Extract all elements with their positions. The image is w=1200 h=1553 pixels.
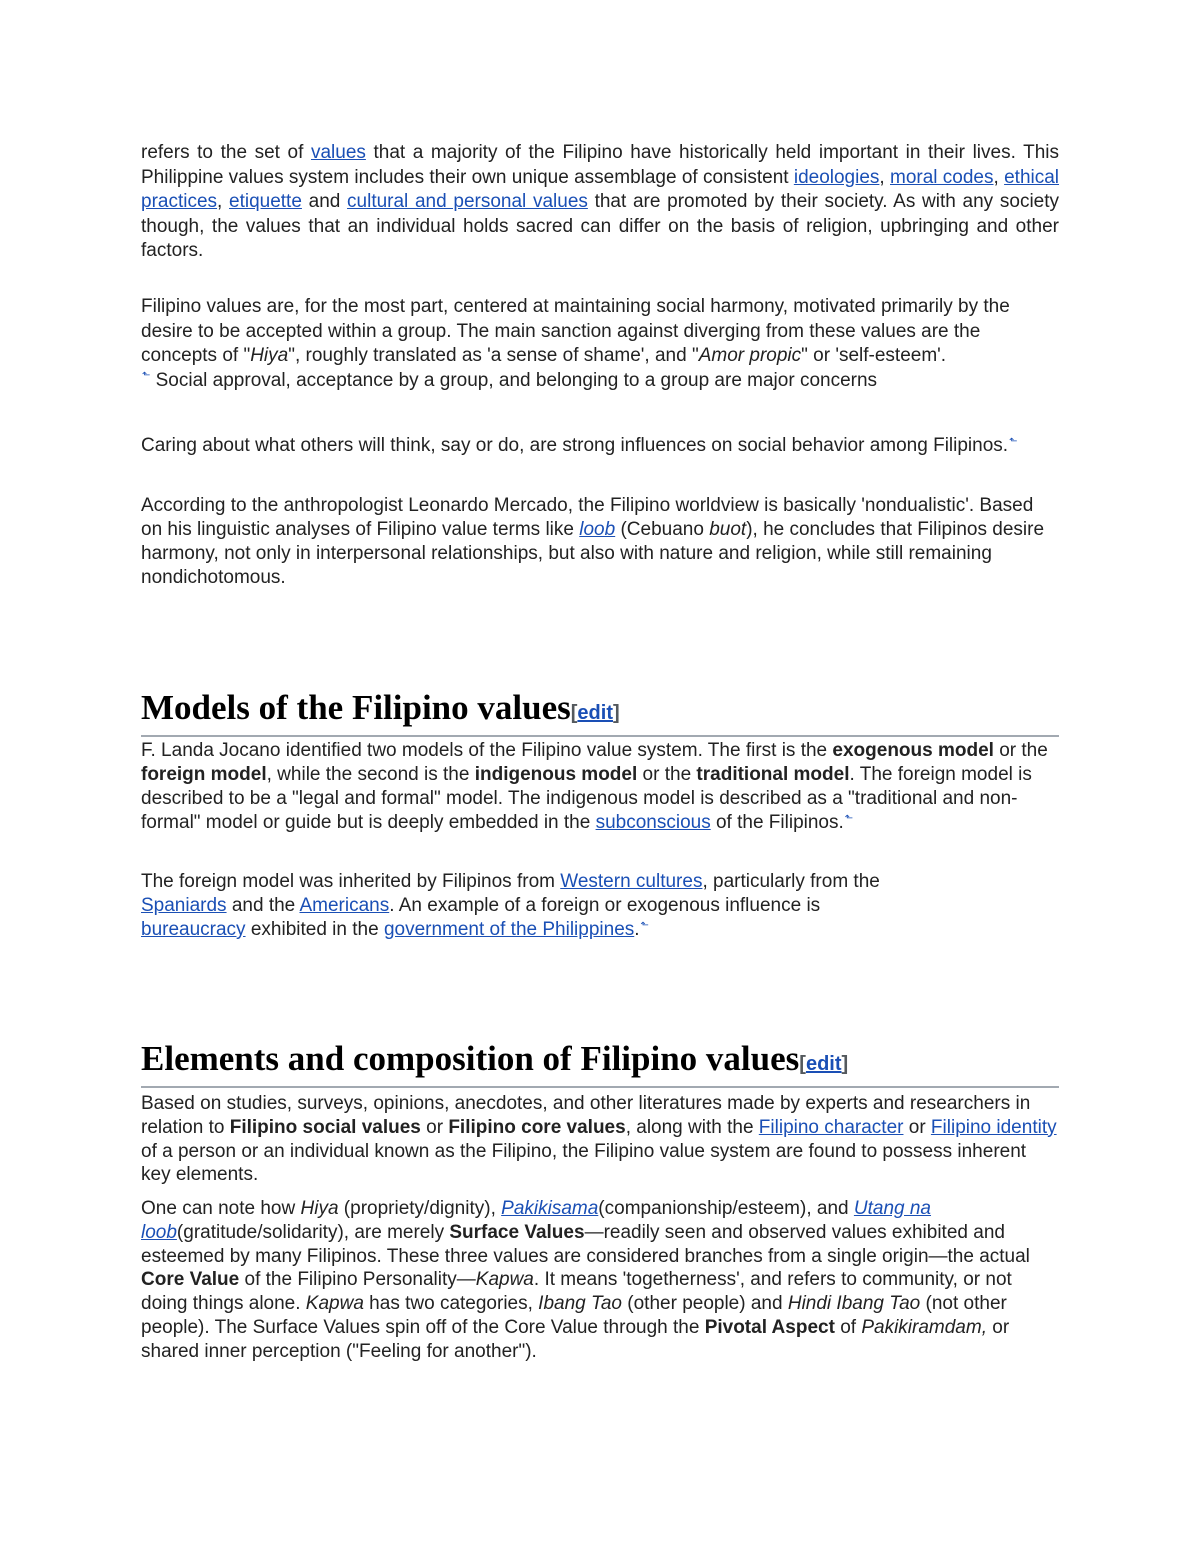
text: (propriety/dignity), [338,1198,502,1219]
reference-icon[interactable]: ⬑ [844,812,854,824]
text: F. Landa Jocano identified two models of the Filipino value system. The first is the [141,740,833,761]
text: Social approval, acceptance by a group, and belonging to a group are major concerns [150,369,878,391]
reference-icon[interactable]: ⬑ [640,919,649,931]
text: . It means 'togetherness', and refers to community, or not doing things alone. [141,1269,1012,1315]
link-americans[interactable]: Americans [299,895,390,916]
text: One can note how [141,1198,301,1219]
text: , [993,166,1005,188]
text: , [217,191,230,212]
bold-traditional-model: traditional model [696,764,850,785]
text: and the [226,895,300,916]
text: ), he concludes that Filipinos desire harmony, not only in interpersonal relationships, but also with nature and religion, while still remaining nondichotomous. [141,519,1045,588]
intro-paragraph-4 [141,494,1059,590]
bracket: ] [841,1053,849,1075]
link-moral-codes[interactable]: moral codes [890,166,994,188]
bold-filipino-core-values: Filipino core values [448,1116,626,1138]
bold-core-value: Core Value [141,1269,240,1291]
text: or shared inner perception ("Feeling for another"). [141,1316,1010,1362]
bold-exogenous-model: exogenous model [832,740,994,761]
link-bureaucracy[interactable]: bureaucracy [141,919,246,940]
reference-icon[interactable]: ⬑ [142,370,151,382]
text: . An example of a foreign or exogenous influence is [389,895,821,916]
text: exhibited in the [245,919,384,940]
link-filipino-identity[interactable]: Filipino identity [930,1116,1057,1138]
text: Caring about what others will think, say or do, are strong influences on social behavior among Filipinos. [141,435,1009,456]
intro-paragraph-3 [141,434,1059,458]
term-kapwa: Kapwa [305,1293,364,1315]
text: " or 'self-esteem'. [801,345,947,366]
term-buot: buot [709,519,747,540]
bold-indigenous-model: indigenous model [474,764,638,785]
term-hiya: Hiya [300,1198,339,1219]
link-pakikisama[interactable]: Pakikisama [501,1198,599,1219]
link-ideologies[interactable]: ideologies [793,166,880,188]
edit-link[interactable]: edit [577,702,613,724]
text: , particularly from the [702,871,880,892]
section-heading-elements [141,1039,1059,1088]
text: or the [637,764,697,785]
text: (gratitude/solidarity), are merely [176,1221,450,1243]
link-western-cultures[interactable]: Western cultures [560,871,703,892]
link-values[interactable]: values [310,142,366,163]
bold-filipino-social-values: Filipino social values [229,1116,421,1138]
term-ibang-tao: Ibang Tao [538,1293,622,1315]
link-subconscious[interactable]: subconscious [595,812,711,833]
link-cultural-values[interactable]: cultural and personal values [347,191,588,212]
link-filipino-character[interactable]: Filipino character [758,1116,904,1138]
term-kapwa: Kapwa [475,1269,534,1291]
elements-paragraph-1 [141,1092,1059,1187]
text: (companionship/esteem), and [598,1198,854,1219]
text: , [879,166,890,188]
bold-foreign-model: foreign model [141,764,267,785]
text: (other people) and [622,1293,788,1315]
intro-paragraph-2 [141,295,1059,393]
text: (Cebuano [615,519,710,540]
bracket: [ [799,1053,806,1075]
link-spaniards[interactable]: Spaniards [141,895,227,916]
link-utang-na-loob[interactable]: Utang na loob [141,1198,932,1243]
text: that a majority of the Filipino have historically held important in their lives. This Philippine values system includes their own unique assemblage of consistent [141,142,1059,188]
text: or [420,1116,449,1138]
text: . [634,919,640,940]
link-loob[interactable]: loob [579,519,616,540]
term-hiya: Hiya [250,345,289,366]
term-hindi-ibang-tao: Hindi Ibang Tao [787,1293,921,1315]
text: or the [993,740,1048,761]
intro-paragraph-1 [141,141,1059,264]
edit-section-link [799,1053,848,1075]
text: and [301,191,348,212]
text: of a person or an individual known as the Filipino, the Filipino value system are found to possess inherent key elements. [141,1140,1027,1186]
link-ethical-practices[interactable]: ethical practices [141,166,1060,212]
models-paragraph-2 [141,870,921,942]
text: ", roughly translated as 'a sense of shame', and " [288,345,699,366]
text: or [903,1116,931,1138]
bold-pivotal-aspect: Pivotal Aspect [704,1316,835,1338]
text: of the Filipino Personality— [239,1269,476,1291]
edit-section-link [571,702,620,724]
text: —readily seen and observed values exhibited and esteemed by many Filipinos. These three values are considered branches from a single origin—the actual [141,1221,1030,1267]
link-government-of-the-philippines[interactable]: government of the Philippines [383,919,635,940]
text: Filipino values are, for the most part, centered at maintaining social harmony, motivated primarily by the desire to be accepted within a group. The main sanction against diverging from these values are the concepts of " [141,296,1010,366]
text: , along with the [625,1116,759,1138]
bold-surface-values: Surface Values [449,1221,585,1243]
text: of the Filipinos. [710,812,844,833]
link-etiquette[interactable]: etiquette [229,191,302,212]
text: refers to the set of [141,142,311,163]
edit-link[interactable]: edit [805,1053,842,1075]
section-heading-models [141,688,1059,737]
bracket: [ [570,702,578,724]
heading-text: Models of the Filipino values [141,688,571,727]
text: (not other people). The Surface Values spin off of the Core Value through the [141,1293,1007,1338]
text: The foreign model was inherited by Filipinos from [141,871,561,892]
text: According to the anthropologist Leonardo Mercado, the Filipino worldview is basically 'nondualistic'. Based on his linguistic analyses of Filipino value terms like [141,495,1034,540]
text: , while the second is the [266,764,475,785]
text: of [834,1316,862,1338]
text: has two categories, [363,1293,539,1315]
models-paragraph-1 [141,739,1059,835]
text: that are promoted by their society. As with any society though, the values that an individual holds sacred can differ on the basis of religion, upbringing and other factors. [141,191,1060,261]
elements-paragraph-2 [141,1197,1059,1364]
reference-icon[interactable]: ⬑ [1009,435,1018,447]
term-pakikiramdam: Pakikiramdam, [861,1316,987,1338]
term-amor-propio: Amor propic [698,345,802,366]
text: . The foreign model is described to be a "legal and formal" model. The indigenous model is described as a "traditional and non-formal" model or guide but is deeply embedded in the [141,764,1032,833]
bracket: ] [612,702,620,724]
heading-text: Elements and composition of Filipino values [141,1039,800,1078]
text: Based on studies, surveys, opinions, anecdotes, and other literatures made by experts and researchers in relation to [141,1093,1031,1138]
